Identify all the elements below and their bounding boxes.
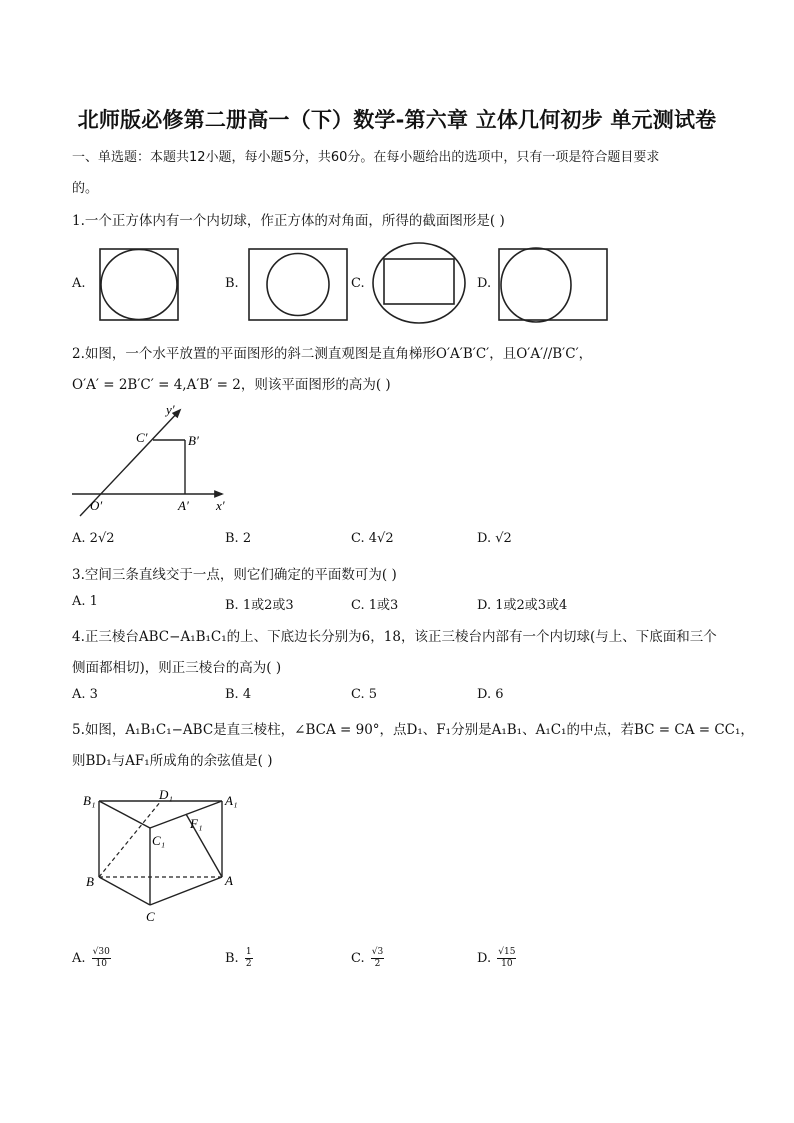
q4-option-a: A. 3 — [72, 687, 98, 702]
q5-option-d-numerator: √15 — [498, 947, 516, 957]
q2-option-c-value: 4√2 — [368, 531, 394, 546]
q2-axis-y-label: y′ — [166, 402, 175, 417]
q3-option-b: B. 1或2或3 — [225, 598, 294, 613]
q1-figure-c-ellipse-rectangle — [372, 242, 468, 326]
question-2-line2: O′A′ = 2B′C′ = 4,A′B′ = 2，则该平面图形的高为( ) — [72, 377, 391, 393]
q2-point-c-label: C′ — [136, 430, 148, 445]
q2-option-d-label: D. — [477, 531, 492, 546]
q5-point-b-label: B — [86, 874, 94, 889]
q5-option-c-denominator: 2 — [374, 959, 381, 969]
q5-option-d-fraction — [497, 947, 516, 970]
q4-option-d: D. 6 — [477, 687, 504, 702]
q3-option-d: D. 1或2或3或4 — [477, 598, 568, 613]
q2-option-b-label: B. — [225, 531, 239, 546]
q5-point-f1-label: F₁ — [190, 816, 203, 831]
q5-option-b-denominator: 2 — [245, 959, 252, 969]
q5-option-a-label: A. — [72, 951, 86, 966]
q5-option-d-label: D. — [477, 951, 492, 966]
question-2-line1: 2.如图，一个水平放置的平面图形的斜二测直观图是直角梯形O′A′B′C′，且O′A′//B′C′， — [72, 346, 593, 362]
q5-option-d — [477, 947, 516, 970]
q2-point-o-label: O′ — [90, 498, 103, 513]
q5-option-a — [72, 947, 111, 970]
q5-point-c-label: C — [146, 909, 155, 924]
q5-option-b-fraction — [245, 947, 253, 970]
q5-point-c1-label: C₁ — [152, 833, 166, 848]
q2-option-a-value: 2√2 — [89, 531, 115, 546]
q2-option-b — [225, 531, 251, 546]
q2-option-a-label: A. — [72, 531, 86, 546]
q2-option-d — [477, 531, 512, 546]
q1-option-c-label: C. — [351, 276, 365, 291]
q5-option-b-label: B. — [225, 951, 239, 966]
q2-point-b-label: B′ — [188, 433, 199, 448]
section-instructions-line1: 一、单选题：本题共12小题，每小题5分，共60分。在每小题给出的选项中，只有一项是符合题目要求 — [72, 150, 660, 165]
q5-option-a-denominator: 10 — [95, 959, 107, 969]
question-5-line1: 5.如图，A₁B₁C₁−ABC是直三棱柱，∠BCA = 90°，点D₁、F₁分别是A₁B₁、A₁C₁的中点，若BC = CA = CC₁， — [72, 722, 754, 738]
q4-option-c: C. 5 — [351, 687, 378, 702]
q5-option-b — [225, 947, 253, 970]
q5-option-a-fraction — [92, 947, 111, 970]
q5-point-a-label: A — [225, 873, 233, 888]
q3-option-a: A. 1 — [72, 594, 98, 609]
q2-point-a-label: A′ — [178, 498, 189, 513]
q2-axis-x-label: x′ — [216, 498, 225, 513]
q5-option-a-numerator: √30 — [92, 947, 110, 957]
question-1-text: 1.一个正方体内有一个内切球，作正方体的对角面，所得的截面图形是( ) — [72, 213, 505, 229]
q2-option-c — [351, 531, 394, 546]
question-4-line1: 4.正三棱台ABC−A₁B₁C₁的上、下底边长分别为6，18，该正三棱台内部有一个内切球(与上、下底面和三个 — [72, 629, 717, 645]
q5-option-d-denominator: 10 — [501, 959, 513, 969]
q1-figure-a-square-circle — [99, 248, 181, 322]
q5-point-d1-label: D₁ — [159, 787, 173, 802]
q5-point-a1-label: A₁ — [225, 793, 238, 808]
q4-option-b: B. 4 — [225, 687, 252, 702]
q1-option-a-label: A. — [72, 276, 86, 291]
q5-triangular-prism-figure — [80, 785, 245, 925]
q5-point-b1-label: B₁ — [83, 793, 96, 808]
question-4-line2: 侧面都相切)，则正三棱台的高为( ) — [72, 660, 282, 676]
q5-option-c-fraction — [371, 947, 384, 970]
page-title: 北师版必修第二册高一（下）数学-第六章 立体几何初步 单元测试卷 — [77, 108, 717, 132]
q1-figure-d-rectangle-ellipse — [498, 246, 610, 324]
q5-option-c — [351, 947, 384, 970]
q2-option-d-value: √2 — [495, 531, 512, 546]
q2-option-a — [72, 531, 115, 546]
q2-option-c-label: C. — [351, 531, 365, 546]
section-instructions-line2: 的。 — [72, 181, 99, 196]
q5-option-c-numerator: √3 — [371, 947, 384, 957]
q3-option-c: C. 1或3 — [351, 598, 399, 613]
q5-option-b-numerator: 1 — [245, 947, 252, 957]
q1-figure-b-rectangle-circle — [248, 248, 350, 322]
question-3-text: 3.空间三条直线交于一点，则它们确定的平面数可为( ) — [72, 567, 397, 583]
q5-option-c-label: C. — [351, 951, 365, 966]
q1-option-d-label: D. — [477, 276, 492, 291]
q2-option-b-value: 2 — [242, 531, 252, 546]
q2-oblique-trapezoid-figure — [70, 400, 240, 518]
q1-option-b-label: B. — [225, 276, 239, 291]
question-5-line2: 则BD₁与AF₁所成角的余弦值是( ) — [72, 753, 273, 769]
